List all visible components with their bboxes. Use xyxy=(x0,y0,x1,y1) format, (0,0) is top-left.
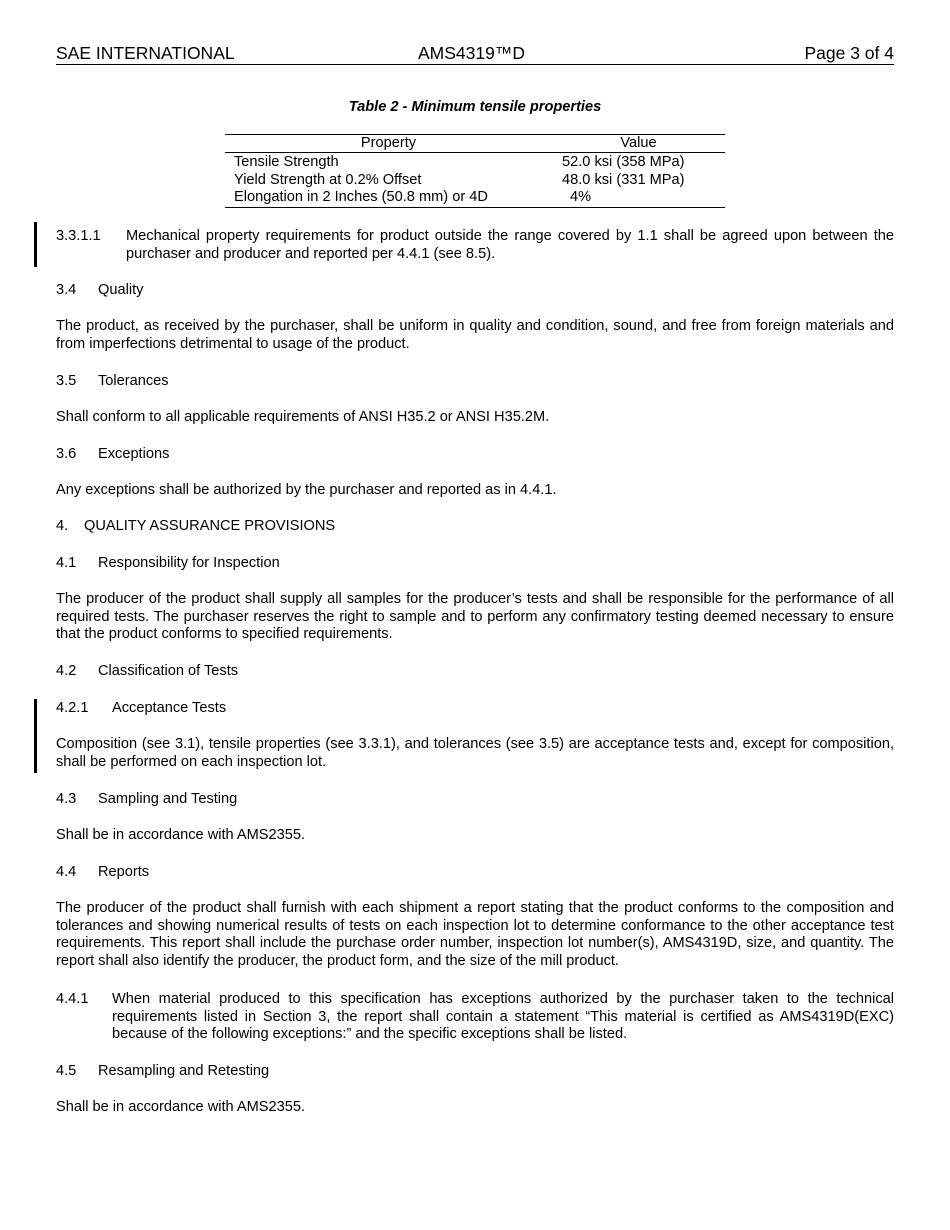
section-heading: Resampling and Retesting xyxy=(98,1063,270,1079)
paragraph-3-5: Shall conform to all applicable requirements of ANSI H35.2 or ANSI H35.2M. xyxy=(56,409,550,425)
header-organization: SAE INTERNATIONAL xyxy=(56,43,235,63)
section-number: 4.5 xyxy=(56,1063,77,1079)
table-cell-value: 4% xyxy=(570,189,592,205)
table-cell-property: Tensile Strength xyxy=(234,154,339,170)
page-header xyxy=(56,43,894,65)
table-header-rule xyxy=(225,152,725,153)
section-number: 4.4 xyxy=(56,864,77,880)
section-number: 4.2 xyxy=(56,663,77,679)
section-number: 4.2.1 xyxy=(56,700,89,716)
section-number: 4.4.1 xyxy=(56,991,89,1007)
header-document-number: AMS4319™D xyxy=(418,43,525,63)
paragraph-4-4-1: When material produced to this specification has exceptions authorized by the purchaser taken to the technical requirements listed in Section 3, the report shall contain a statement “This material is certified as AMS4319D(EXC) because of the following exceptions:” and the specific exceptions shall be listed. xyxy=(112,991,894,1043)
paragraph-3-4: The product, as received by the purchaser, shall be uniform in quality and condition, sound, and free from foreign materials and from imperfections detrimental to usage of the product. xyxy=(56,318,894,352)
table-cell-value: 52.0 ksi (358 MPa) xyxy=(562,154,685,170)
section-heading: Classification of Tests xyxy=(98,663,239,679)
section-number: 3.5 xyxy=(56,373,77,389)
section-heading: QUALITY ASSURANCE PROVISIONS xyxy=(84,518,336,534)
paragraph-3-6: Any exceptions shall be authorized by the purchaser and reported as in 4.4.1. xyxy=(56,482,557,498)
section-heading: Reports xyxy=(98,864,150,880)
section-number: 3.6 xyxy=(56,446,77,462)
paragraph-4-4: The producer of the product shall furnish with each shipment a report stating that the product conforms to the composition and tolerances and showing numerical results of tests on each inspection lot to determine conformance to the other acceptance test requirements. This report shall include the purchase order number, inspection lot number(s), AMS4319D, size, and quantity. The report shall also identify the producer, the product form, and the size of the mill product. xyxy=(56,900,894,969)
paragraph-4-2-1: Composition (see 3.1), tensile properties (see 3.3.1), and tolerances (see 3.5) are acceptance tests and, except for composition, shall be performed on each inspection lot. xyxy=(56,736,894,770)
section-number: 4. xyxy=(56,518,69,534)
section-heading: Quality xyxy=(98,282,144,298)
paragraph-3-3-1-1: Mechanical property requirements for product outside the range covered by 1.1 shall be agreed upon between the purchaser and producer and reported per 4.4.1 (see 8.5). xyxy=(126,228,894,262)
header-page-number: Page 3 of 4 xyxy=(804,43,894,63)
section-heading: Sampling and Testing xyxy=(98,791,238,807)
change-bar xyxy=(34,222,37,267)
section-number: 4.3 xyxy=(56,791,77,807)
table-header-value: Value xyxy=(620,135,657,151)
paragraph-4-5: Shall be in accordance with AMS2355. xyxy=(56,1099,306,1115)
table-bottom-rule xyxy=(225,207,725,208)
section-number: 4.1 xyxy=(56,555,77,571)
table-cell-property: Yield Strength at 0.2% Offset xyxy=(234,172,422,188)
table-cell-value: 48.0 ksi (331 MPa) xyxy=(562,172,685,188)
section-heading: Responsibility for Inspection xyxy=(98,555,280,571)
section-number: 3.3.1.1 xyxy=(56,228,101,244)
table-header-property: Property xyxy=(360,135,417,151)
change-bar xyxy=(34,699,37,773)
section-heading: Acceptance Tests xyxy=(112,700,227,716)
table-caption: Table 2 - Minimum tensile properties xyxy=(348,99,602,115)
paragraph-4-1: The producer of the product shall supply all samples for the producer’s tests and shall be responsible for the performance of all required tests. The purchaser reserves the right to sample and to perform any confirmatory testing deemed necessary to ensure that the product conforms to specified requirements. xyxy=(56,591,894,643)
table-cell-property: Elongation in 2 Inches (50.8 mm) or 4D xyxy=(234,189,488,205)
section-heading: Exceptions xyxy=(98,446,170,462)
section-number: 3.4 xyxy=(56,282,77,298)
section-heading: Tolerances xyxy=(98,373,169,389)
paragraph-4-3: Shall be in accordance with AMS2355. xyxy=(56,827,306,843)
